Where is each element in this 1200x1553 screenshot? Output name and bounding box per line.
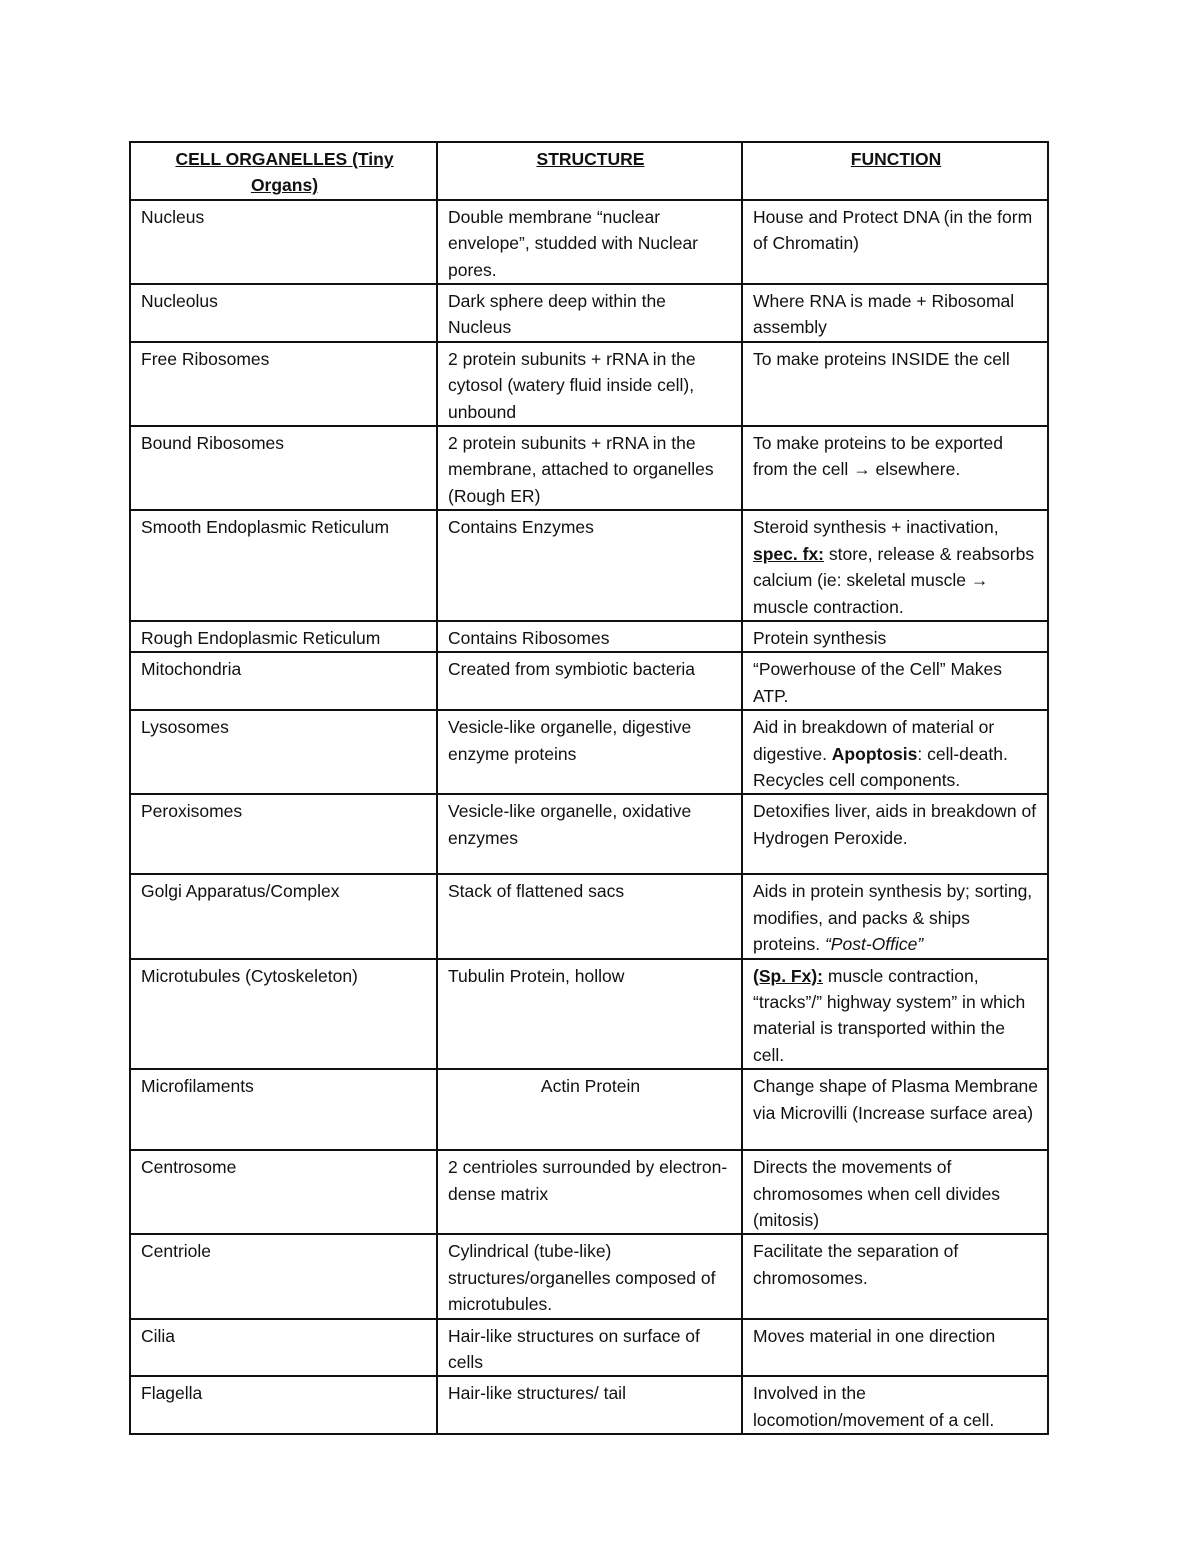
table-row xyxy=(130,200,1048,284)
structure-cell: Tubulin Protein, hollow xyxy=(437,959,742,1070)
structure-cell: 2 protein subunits + rRNA in the membrane, attached to organelles (Rough ER) xyxy=(437,426,742,510)
table-row xyxy=(130,710,1048,794)
table-row xyxy=(130,426,1048,510)
function-text: To make proteins to be exported from the cell xyxy=(753,433,1004,480)
organelle-cell: Centriole xyxy=(130,1234,437,1318)
table-row xyxy=(130,1150,1048,1234)
function-cell: To make proteins INSIDE the cell xyxy=(742,342,1048,426)
organelle-table xyxy=(129,141,1049,1435)
header-structure: STRUCTURE xyxy=(437,142,742,200)
function-cell: Involved in the locomotion/movement of a cell. xyxy=(742,1376,1048,1434)
structure-cell: Hair-like structures on surface of cells xyxy=(437,1319,742,1377)
structure-cell: 2 protein subunits + rRNA in the cytosol (watery fluid inside cell), unbound xyxy=(437,342,742,426)
function-cell: “Powerhouse of the Cell” Makes ATP. xyxy=(742,652,1048,710)
table-row xyxy=(130,1234,1048,1318)
organelle-cell: Centrosome xyxy=(130,1150,437,1234)
function-label: (Sp. Fx): xyxy=(753,965,823,986)
organelle-cell: Cilia xyxy=(130,1319,437,1377)
organelle-cell: Microfilaments xyxy=(130,1069,437,1150)
table-row xyxy=(130,621,1048,652)
structure-cell: Hair-like structures/ tail xyxy=(437,1376,742,1434)
function-cell xyxy=(742,510,1048,621)
structure-text: Actin Protein xyxy=(540,1076,641,1097)
structure-cell: Vesicle-like organelle, oxidative enzymes xyxy=(437,794,742,874)
header-organelles: CELL ORGANELLES (Tiny Organs) xyxy=(130,142,437,200)
right-arrow-icon: → xyxy=(970,570,989,591)
structure-cell: Contains Ribosomes xyxy=(437,621,742,652)
function-cell xyxy=(742,426,1048,510)
structure-cell: Double membrane “nuclear envelope”, studded with Nuclear pores. xyxy=(437,200,742,284)
structure-cell xyxy=(437,1069,742,1150)
header-function: FUNCTION xyxy=(742,142,1048,200)
structure-cell: Stack of flattened sacs xyxy=(437,874,742,958)
organelle-cell: Flagella xyxy=(130,1376,437,1434)
table-row xyxy=(130,794,1048,874)
table-row xyxy=(130,1376,1048,1434)
structure-cell: Created from symbiotic bacteria xyxy=(437,652,742,710)
function-cell: Moves material in one direction xyxy=(742,1319,1048,1377)
function-cell xyxy=(742,959,1048,1070)
organelle-cell: Smooth Endoplasmic Reticulum xyxy=(130,510,437,621)
table-row xyxy=(130,1319,1048,1377)
organelle-cell: Mitochondria xyxy=(130,652,437,710)
function-cell xyxy=(742,874,1048,958)
organelle-cell: Bound Ribosomes xyxy=(130,426,437,510)
header-row xyxy=(130,142,1048,200)
structure-cell: Contains Enzymes xyxy=(437,510,742,621)
function-text: muscle contraction. xyxy=(753,596,904,617)
function-text: Steroid synthesis + inactivation, xyxy=(753,517,999,538)
function-cell: Directs the movements of chromosomes when cell divides (mitosis) xyxy=(742,1150,1048,1234)
table-row xyxy=(130,284,1048,342)
function-text: : cell-death. Recycles cell components. xyxy=(753,743,1008,790)
function-text: store, release & reabsorbs calcium (ie: skeletal muscle xyxy=(753,543,1035,591)
organelle-cell: Microtubules (Cytoskeleton) xyxy=(130,959,437,1070)
organelle-cell: Golgi Apparatus/Complex xyxy=(130,874,437,958)
right-arrow-icon: → xyxy=(853,459,871,480)
structure-cell: Dark sphere deep within the Nucleus xyxy=(437,284,742,342)
function-text: Aid in breakdown of material or digestive. xyxy=(753,717,995,764)
function-cell xyxy=(742,710,1048,794)
function-bold-term: Apoptosis xyxy=(831,743,918,764)
table-row xyxy=(130,652,1048,710)
organelle-cell: Free Ribosomes xyxy=(130,342,437,426)
function-italic-text: “Post-Office” xyxy=(824,934,924,955)
function-text: Aids in protein synthesis by; sorting, modifies, and packs & ships proteins. xyxy=(753,881,1033,955)
function-text: muscle contraction, “tracks”/” highway system” in which material is transported within the cell. xyxy=(753,965,1026,1065)
structure-cell: 2 centrioles surrounded by electron-dense matrix xyxy=(437,1150,742,1234)
function-cell: Where RNA is made + Ribosomal assembly xyxy=(742,284,1048,342)
function-cell: House and Protect DNA (in the form of Chromatin) xyxy=(742,200,1048,284)
table-row xyxy=(130,342,1048,426)
organelle-cell: Rough Endoplasmic Reticulum xyxy=(130,621,437,652)
function-cell: Facilitate the separation of chromosomes. xyxy=(742,1234,1048,1318)
table-row xyxy=(130,959,1048,1070)
table-row xyxy=(130,874,1048,958)
table-row xyxy=(130,510,1048,621)
table-row xyxy=(130,1069,1048,1150)
organelle-cell: Nucleus xyxy=(130,200,437,284)
function-cell: Detoxifies liver, aids in breakdown of Hydrogen Peroxide. xyxy=(742,794,1048,874)
function-text: elsewhere. xyxy=(870,459,961,480)
structure-cell: Vesicle-like organelle, digestive enzyme proteins xyxy=(437,710,742,794)
function-label: spec. fx: xyxy=(753,543,824,564)
structure-cell: Cylindrical (tube-like) structures/organelles composed of microtubules. xyxy=(437,1234,742,1318)
organelle-cell: Peroxisomes xyxy=(130,794,437,874)
function-cell: Protein synthesis xyxy=(742,621,1048,652)
function-cell: Change shape of Plasma Membrane via Microvilli (Increase surface area) xyxy=(742,1069,1048,1150)
organelle-cell: Nucleolus xyxy=(130,284,437,342)
organelle-cell: Lysosomes xyxy=(130,710,437,794)
